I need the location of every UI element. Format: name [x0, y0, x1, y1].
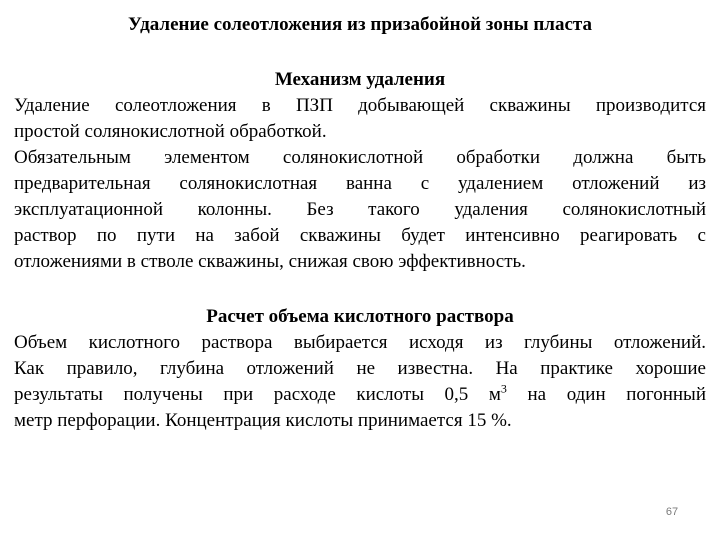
text-line-with-superscript [14, 382, 706, 408]
paragraph-removal-method [14, 93, 706, 145]
slide-title: Удаление солеотложения из призабойной зоны пласта [128, 14, 592, 35]
text-line: Удаление солеотложения в ПЗП добывающей скважины производится [14, 95, 706, 116]
text-line: эксплуатационной колонны. Без такого удаления солянокислотный [14, 199, 706, 220]
text-line: предварительная солянокислотная ванна с удалением отложений из [14, 173, 706, 194]
paragraph-acid-bath [14, 145, 706, 275]
text-line: Как правило, глубина отложений не известна. На практике хорошие [14, 358, 706, 379]
text-line: отложениями в стволе скважины, снижая свою эффективность. [14, 251, 526, 272]
page-number: 67 [665, 506, 679, 518]
text-segment: на один погонный [506, 384, 706, 405]
text-line: Объем кислотного раствора выбирается исходя из глубины отложений. [14, 332, 706, 353]
text-line: раствор по пути на забой скважины будет интенсивно реагировать с [14, 225, 706, 246]
superscript-cubic: 3 [500, 381, 507, 396]
text-line: метр перфорации. Концентрация кислоты принимается 15 %. [14, 410, 512, 431]
section-heading-mechanism: Механизм удаления [274, 69, 446, 90]
text-segment: результаты получены при расходе кислоты 0,5 м [14, 384, 501, 405]
text-line: Обязательным элементом солянокислотной обработки должна быть [14, 147, 706, 168]
text-line: простой солянокислотной обработкой. [14, 121, 327, 142]
paragraph-volume-calculation [14, 330, 706, 434]
section-heading-volume-calculation: Расчет объема кислотного раствора [206, 306, 514, 327]
